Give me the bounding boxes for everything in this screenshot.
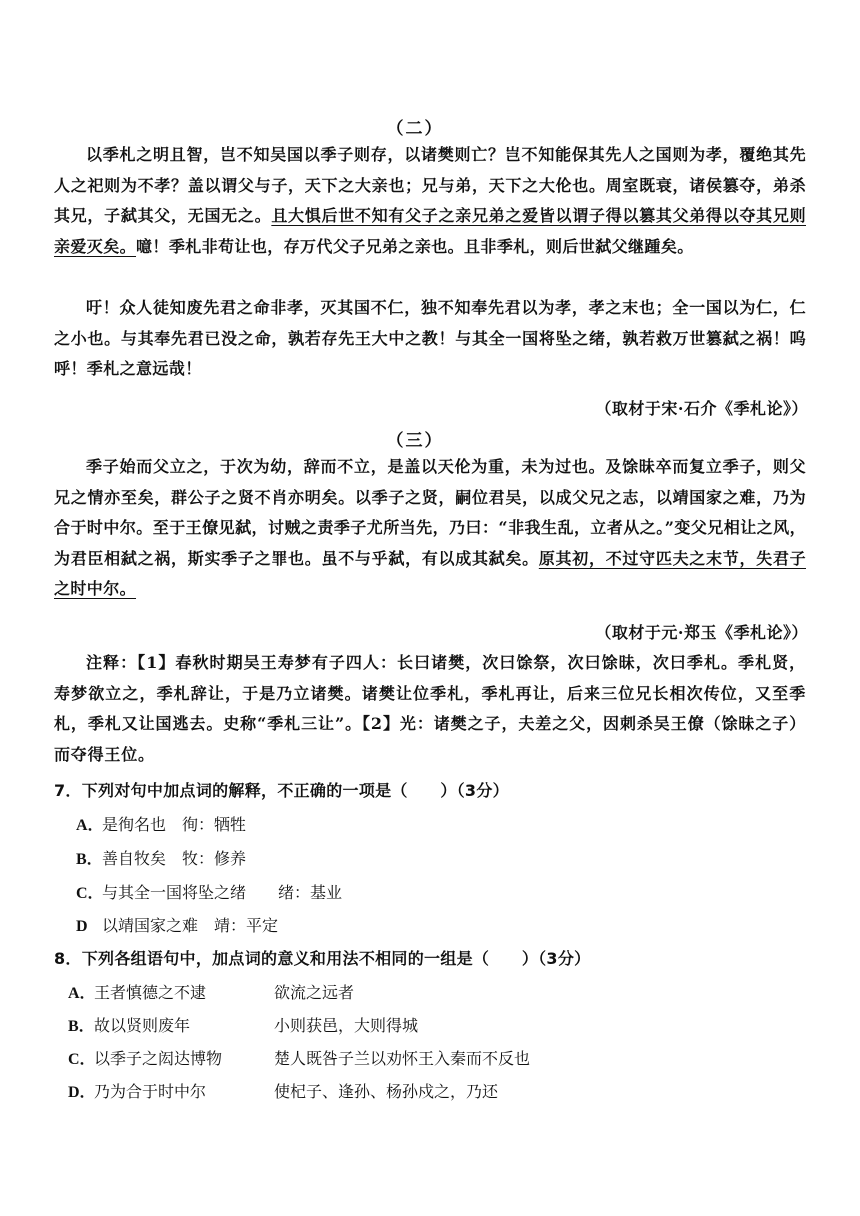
- section-2-para1-text-a: 以季札之明且智，岂不知吴国以季子则存，以诸樊则亡？岂不知能保其先人之国则为孝，覆绝其先人之祀则为不孝？盖以谓父与子，天下之大亲也；兄与弟，天下之大伦也。周室既衰，诸侯篡夺，弟杀其兄，子弑其父，无国无之。: [54, 145, 806, 225]
- option-label: D: [76, 918, 88, 935]
- option-right: 小则获邑，大则得城: [274, 1016, 419, 1035]
- section-2-paragraph-1: [54, 140, 806, 262]
- option-label: B．: [68, 1018, 95, 1035]
- option-label: C．: [76, 885, 104, 902]
- q7-option-b[interactable]: [76, 846, 246, 869]
- option-gloss: 牧：修养: [182, 849, 247, 868]
- section-2-title: （二）: [386, 119, 444, 139]
- option-right: 楚人既咎子兰以劝怀王入秦而不反也: [274, 1049, 531, 1068]
- q7-option-d[interactable]: [76, 913, 278, 936]
- section-2-source: （取材于宋·石介《季札论》）: [595, 399, 808, 418]
- section-2-para1-text-b: 噫！季札非苟让也，存万代父子兄弟之亲也。且非季札，则后世弑父继踵矣。: [136, 236, 694, 256]
- option-label: B．: [76, 851, 103, 868]
- option-gloss: 徇：牺牲: [182, 815, 247, 834]
- section-2-underlined-sentence: 且大惧后世不知有父子之亲兄弟之爱皆以谓子得以篡其父弟得以夺其兄则亲爱灭矣。: [54, 206, 806, 256]
- q8-option-b[interactable]: [68, 1013, 768, 1036]
- option-right: 欲流之远者: [274, 983, 355, 1002]
- question-8-stem: 8．下列各组语句中，加点词的意义和用法不相同的一组是（ ）（3分）: [54, 949, 591, 968]
- option-label: D．: [68, 1084, 96, 1101]
- option-left: 王者慎德之不逮: [94, 983, 207, 1002]
- q7-option-a[interactable]: [76, 812, 246, 835]
- option-left: 故以贤则废年: [94, 1016, 191, 1035]
- footnotes: 注释：【1】春秋时期吴王寿梦有子四人：长曰诸樊，次曰馀祭，次曰馀昧，次曰季札。季札贤，寿梦欲立之，季札辞让，于是乃立诸樊。诸樊让位季札，季札再让，后来三位兄长相次传位，又至季札，季札又让国逃去。史称“季札三让”。【2】光：诸樊之子，夫差之父，因刺杀吴王僚（馀昧之子）而夺得王位。: [54, 653, 806, 764]
- option-label: A．: [68, 985, 96, 1002]
- option-label: C．: [68, 1051, 96, 1068]
- option-sentence: 善自牧矣: [102, 849, 167, 868]
- option-left: 以季子之闳达博物: [94, 1049, 223, 1068]
- option-left: 乃为合于时中尔: [94, 1082, 207, 1101]
- section-2-paragraph-2: 吁！众人徒知废先君之命非孝，灭其国不仁，独不知奉先君以为孝，孝之末也；全一国以为仁，仁之小也。与其奉先君已没之命，孰若存先王大中之教！与其全一国将坠之绪，孰若救万世篡弑之祸！呜呼！季札之意远哉！: [54, 298, 806, 378]
- section-3-text: 季子始而父立之，于次为幼，辞而不立，是盖以天伦为重，未为过也。及馀昧卒而复立季子，则父兄之情亦至矣，群公子之贤不肖亦明矣。以季子之贤，嗣位君吴，以成父兄之志，以靖国家之难，乃为合于时中尔。至于王僚见弑，讨贼之责季子尤所当先，乃曰：“非我生乱，立者从之。”变父兄相让之风，为君臣相弑之祸，斯实季子之罪也。虽不与乎弑，有以成其弑矣。: [54, 457, 806, 568]
- option-right: 使杞子、逢孙、杨孙戍之，乃还: [274, 1082, 499, 1101]
- q8-option-a[interactable]: [68, 980, 768, 1003]
- question-7-stem: 7．下列对句中加点词的解释，不正确的一项是（ ）（3分）: [54, 781, 509, 800]
- option-sentence: 是徇名也: [102, 815, 167, 834]
- section-3-source: （取材于元·郑玉《季札论》）: [595, 623, 808, 642]
- q8-option-d[interactable]: [68, 1079, 768, 1102]
- option-gloss: 绪：基业: [278, 883, 343, 902]
- option-sentence: 与其全一国将坠之绪: [102, 883, 247, 902]
- q7-option-c[interactable]: [76, 880, 342, 903]
- section-3-underlined-sentence: 原其初，不过守匹夫之末节，失君子之时中尔。: [54, 548, 806, 598]
- option-label: A．: [76, 817, 104, 834]
- section-3-title: （三）: [386, 431, 444, 451]
- option-gloss: 靖：平定: [214, 916, 279, 935]
- q8-option-c[interactable]: [68, 1046, 768, 1069]
- section-3-paragraph: [54, 452, 806, 605]
- option-sentence: 以靖国家之难: [102, 916, 199, 935]
